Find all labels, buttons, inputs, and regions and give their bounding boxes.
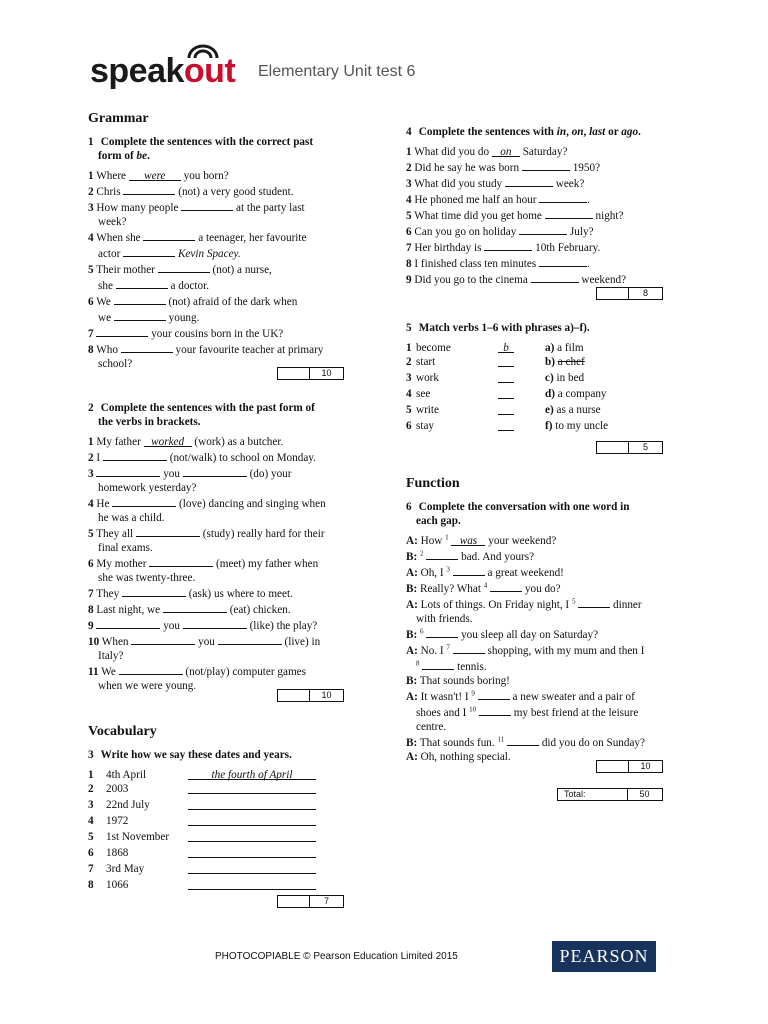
list-item: 2 I (not/walk) to school on Monday. — [88, 449, 363, 465]
answer-blank[interactable] — [103, 449, 167, 461]
answer-blank[interactable] — [479, 704, 511, 716]
vocabulary-heading: Vocabulary — [88, 724, 157, 739]
exercise-3-instruction: 3 Write how we say these dates and years. — [88, 749, 292, 761]
list-item: 1 Where were you born? — [88, 170, 229, 182]
dialogue-line: A: It wasn't! I $^9$ a new sweater and a pair of — [406, 689, 635, 703]
list-item: 3 you (do) your — [88, 465, 363, 481]
answer-blank[interactable] — [218, 633, 282, 645]
list-item: 9 Did you go to the cinema weekend? — [406, 271, 696, 287]
answer-blank[interactable] — [453, 642, 485, 654]
table-row: 3 work c) in bed — [406, 372, 585, 384]
table-row: 6 1868 — [88, 846, 316, 862]
logo-text-speak: speak — [90, 52, 184, 90]
answer-blank[interactable] — [181, 199, 233, 211]
answer-blank[interactable] — [498, 403, 514, 415]
answer-blank[interactable]: was — [451, 534, 485, 546]
answer-blank[interactable]: on — [492, 145, 520, 157]
list-item: 5 What time did you get home night? — [406, 207, 696, 223]
exercise-5 — [406, 321, 696, 435]
list-item: 10 When you (live) in — [88, 633, 363, 649]
list-item: 4 He phoned me half an hour . — [406, 191, 696, 207]
exercise-6: 6 Complete the conversation with one word in each gap. A: How $^1$ was your weekend? B: $^2$ bad. And yours? A: Oh, I $^3$ a great weekend! B: Really? What $^4$ you do? A: Lots of things. On Friday night, I $^5$ dinner with friends. B: $^6$ you sleep all day on Saturday? A: No. I $^7$ shopping, with my mum and then I $^8$ tennis. B: That sounds boring! A: It wasn't! I $^9$ a new sweater and a pair of shoes and I $^{10}$ my best friend at the leisure centre. B: That sounds fun. $^{11}$ did you do on Sunday? A: Oh, nothing special. — [406, 500, 696, 764]
answer-blank[interactable] — [519, 223, 567, 235]
dates-table — [88, 768, 316, 894]
list-item: 8 I finished class ten minutes . — [406, 255, 696, 271]
answer-blank[interactable] — [453, 564, 485, 576]
exercise-2-instruction: 2 Complete the sentences with the past form of the verbs in brackets. — [88, 402, 315, 428]
exercise-5-instruction: 5 Match verbs 1–6 with phrases a)–f). — [406, 322, 590, 334]
dialogue-line: B: That sounds fun. $^{11}$ did you do on Sunday? — [406, 735, 645, 749]
logo-text-out: out — [183, 52, 236, 90]
answer-blank[interactable] — [123, 183, 175, 195]
list-item: 7 your cousins born in the UK? — [88, 325, 358, 341]
answer-blank[interactable]: worked — [144, 435, 192, 447]
answer-blank[interactable] — [183, 617, 247, 629]
answer-blank[interactable] — [116, 277, 168, 289]
list-item: 4 When she a teenager, her favourite — [88, 229, 358, 245]
answer-blank[interactable] — [96, 465, 160, 477]
answer-blank[interactable] — [188, 798, 316, 810]
table-row: 1 4th April the fourth of April — [88, 768, 316, 782]
list-item: 9 you (like) the play? — [88, 617, 363, 633]
answer-blank[interactable] — [426, 548, 458, 560]
answer-blank[interactable] — [96, 617, 160, 629]
list-item: 11 We (not/play) computer games — [88, 663, 363, 679]
speech-arc-icon — [183, 44, 223, 60]
exercise-4 — [406, 125, 696, 287]
answer-blank[interactable] — [478, 688, 510, 700]
exercise-1: 1 Complete the sentences with the correct past form of be. 1 Where were you born? 2 Chris (not) a very good student. 3 How many people at the party last week? 4 When she a teenager, her favourite actor Kevin Spacey. 5 Their mother (not) a nurse, she a doctor. 6 We (not) afraid of the dark when we young. 7 your cousins born in the UK? 8 Who your favourite teacher at primary school? — [88, 135, 358, 371]
list-item: 8 Who your favourite teacher at primary — [88, 341, 358, 357]
answer-blank[interactable] — [531, 271, 579, 283]
copyright-footer: PHOTOCOPIABLE © Pearson Education Limited 2015 — [215, 951, 458, 962]
answer-blank[interactable] — [426, 626, 458, 638]
score-box: 10 — [596, 760, 663, 773]
table-row: 2 2003 — [88, 782, 316, 798]
list-item: 5 Their mother (not) a nurse, — [88, 261, 358, 277]
answer-blank[interactable] — [545, 207, 593, 219]
dialogue-line: B: $^6$ you sleep all day on Saturday? — [406, 627, 599, 641]
document-subtitle: Elementary Unit test 6 — [258, 63, 416, 80]
table-row: 4 see d) a company — [406, 388, 607, 400]
list-item: 3 What did you study week? — [406, 175, 696, 191]
score-box: 8 — [596, 287, 663, 300]
dialogue-line: B: $^2$ bad. And yours? — [406, 549, 535, 563]
table-row: 4 1972 — [88, 814, 316, 830]
score-box: 7 — [277, 895, 344, 908]
table-row: 5 1st November — [88, 830, 316, 846]
function-heading: Function — [406, 476, 460, 491]
score-box: 10 — [277, 689, 344, 702]
grammar-heading: Grammar — [88, 111, 149, 126]
match-table — [406, 341, 608, 435]
answer-blank[interactable] — [143, 229, 195, 241]
answer-blank[interactable] — [505, 175, 553, 187]
answer-blank[interactable] — [539, 191, 587, 203]
list-item: 7 Her birthday is 10th February. — [406, 239, 696, 255]
exercise-1-instruction: 1 Complete the sentences with the correct past form of be. — [88, 136, 314, 162]
answer-blank[interactable] — [114, 293, 166, 305]
table-row: 2 start b) a chef — [406, 356, 585, 368]
dialogue-line: A: How $^1$ was your weekend? — [406, 533, 557, 547]
answer-blank[interactable] — [539, 255, 587, 267]
list-item: 6 Can you go on holiday July? — [406, 223, 696, 239]
answer-blank[interactable] — [112, 495, 176, 507]
answer-blank[interactable] — [188, 830, 316, 842]
list-item: 6 My mother (meet) my father when — [88, 555, 363, 571]
score-box: 5 — [596, 441, 663, 454]
list-item: 1 What did you do on Saturday? — [406, 146, 568, 158]
pearson-logo: PEARSON — [552, 941, 656, 972]
answer-blank[interactable] — [188, 878, 316, 890]
table-row: 3 22nd July — [88, 798, 316, 814]
table-row: 7 3rd May — [88, 862, 316, 878]
exercise-6-instruction: 6 Complete the conversation with one word in each gap. — [406, 501, 630, 527]
list-item: 7 They (ask) us where to meet. — [88, 585, 363, 601]
answer-blank[interactable] — [484, 239, 532, 251]
exercise-4-instruction: 4 Complete the sentences with in, on, last or ago. — [406, 126, 641, 138]
answer-blank[interactable] — [121, 341, 173, 353]
answer-blank[interactable] — [578, 596, 610, 608]
table-row: 6 stay f) to my uncle — [406, 420, 609, 432]
exercise-3 — [88, 748, 358, 894]
answer-blank[interactable] — [163, 601, 227, 613]
answer-blank[interactable] — [188, 846, 316, 858]
table-row: 8 1066 — [88, 878, 316, 894]
dialogue-line: A: No. I $^7$ shopping, with my mum and then I — [406, 643, 645, 657]
list-item: 2 Chris (not) a very good student. — [88, 183, 358, 199]
dialogue-line: B: That sounds boring! — [406, 675, 510, 687]
answer-blank[interactable] — [498, 355, 514, 367]
answer-blank[interactable] — [498, 387, 514, 399]
list-item: 4 He (love) dancing and singing when — [88, 495, 363, 511]
answer-blank[interactable] — [498, 419, 514, 431]
answer-blank[interactable] — [188, 814, 316, 826]
list-item: 8 Last night, we (eat) chicken. — [88, 601, 363, 617]
answer-blank[interactable] — [123, 245, 175, 257]
list-item: 2 Did he say he was born 1950? — [406, 159, 696, 175]
list-item: 1 My father worked (work) as a butcher. — [88, 436, 284, 448]
answer-blank[interactable] — [119, 663, 183, 675]
table-row: 5 write e) as a nurse — [406, 404, 601, 416]
answer-blank[interactable] — [136, 525, 200, 537]
list-item: 3 How many people at the party last — [88, 199, 358, 215]
table-row: 1 become b a) a film — [406, 342, 584, 354]
answer-blank[interactable] — [131, 633, 195, 645]
answer-blank[interactable] — [522, 159, 570, 171]
score-box: 10 — [277, 367, 344, 380]
list-item: 5 They all (study) really hard for their — [88, 525, 363, 541]
dialogue-line: A: Oh, nothing special. — [406, 751, 511, 763]
answer-blank[interactable] — [158, 261, 210, 273]
answer-blank[interactable] — [122, 585, 186, 597]
answer-blank[interactable] — [114, 309, 166, 321]
total-score-box: Total: 50 — [557, 788, 663, 801]
answer-blank[interactable] — [498, 371, 514, 383]
answer-blank[interactable]: were — [129, 169, 181, 181]
answer-blank[interactable] — [490, 580, 522, 592]
answer-blank[interactable] — [188, 862, 316, 874]
answer-blank[interactable] — [183, 465, 247, 477]
answer-blank[interactable] — [188, 782, 316, 794]
list-item: 6 We (not) afraid of the dark when — [88, 293, 358, 309]
exercise-2: 2 Complete the sentences with the past form of the verbs in brackets. 1 My father worked (work) as a butcher. 2 I (not/walk) to school on Monday. 3 you (do) your homework yesterday? 4 He (love) dancing and singing when he was a child. 5 They all (study) really hard for their final exams. 6 My mother (meet) my father when she was twenty-three. 7 They (ask) us where to meet. 8 Last night, we (eat) chicken. 9 you (like) the play? 10 When you (live) in Italy? 11 We (not/play) computer games when we were young. — [88, 401, 363, 693]
answer-blank[interactable]: the fourth of April — [188, 768, 316, 780]
answer-blank[interactable] — [96, 325, 148, 337]
dialogue-line: B: Really? What $^4$ you do? — [406, 581, 561, 595]
answer-blank[interactable] — [507, 734, 539, 746]
answer-blank[interactable]: b — [498, 341, 514, 353]
dialogue-line: A: Lots of things. On Friday night, I $^5$ dinner — [406, 597, 642, 611]
answer-blank[interactable] — [149, 555, 213, 567]
dialogue-line: A: Oh, I $^3$ a great weekend! — [406, 565, 564, 579]
answer-blank[interactable] — [422, 658, 454, 670]
